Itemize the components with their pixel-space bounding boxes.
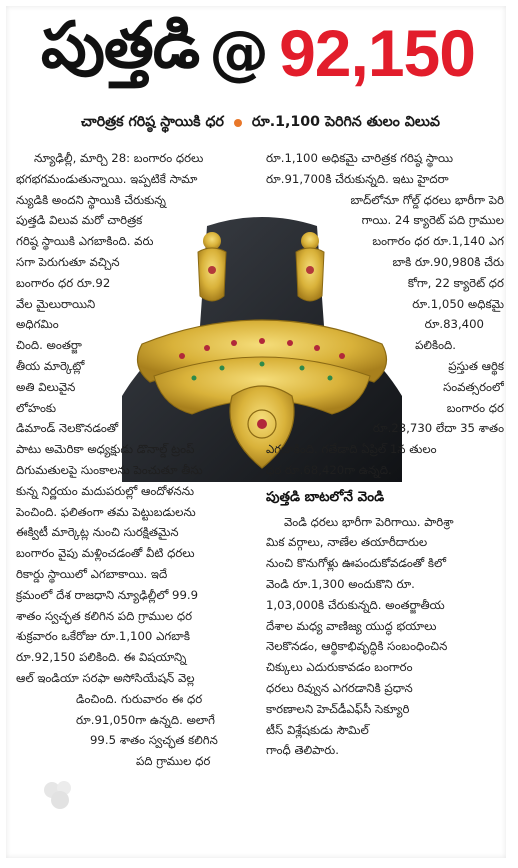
- right-line-1: రూ.1,100 అధికమై చారిత్రక గరిష్ఠ స్థాయి: [266, 151, 454, 165]
- left-line-17: కున్న నిర్ణయం మదుపరుల్లో ఆందోళనను: [16, 483, 194, 498]
- left-line-25: రూ.92,150 పలికింది. ఈ విషయాన్ని: [16, 650, 187, 665]
- left-line-2: భగభగమండుతున్నాయి. ఇప్పటికే సామా: [16, 171, 198, 186]
- silver-line-2: మిక వర్గాలు, నాణేల తయారీదారుల: [266, 535, 428, 550]
- right-line-8: రూ.1,050 అధికమై: [412, 296, 504, 311]
- left-column: [16, 148, 254, 772]
- section-heading-silver: పుత్తడి బాటలోనే వెండి: [266, 488, 385, 505]
- left-line-14: డిమాండ్ నెలకొనడంతో: [16, 421, 119, 436]
- right-line-10: పలికింది.: [415, 338, 456, 353]
- right-line-6: బాకి రూ.90,980కి చేరు: [392, 254, 504, 269]
- right-line-2: రూ.91,700కి చేరుకున్నది. ఇటు హైదరా: [266, 171, 449, 186]
- left-line-19: ఈక్విటీ మార్కెట్ల నుంచి సురక్షితమైన: [16, 525, 179, 540]
- subheadline-left: చారిత్రక గరిష్ఠ స్థాయికి ధర: [81, 113, 224, 130]
- headline-price: 92,150: [279, 16, 475, 90]
- left-line-18: పెంచింది. ఫలితంగా తమ పెట్టుబడులను: [16, 504, 196, 519]
- right-line-4: గాయి. 24 క్యారెట్ పది గ్రాముల: [361, 213, 504, 228]
- bullet-dot-icon: [234, 119, 242, 127]
- right-line-11: ప్రస్తుత ఆర్థిక: [448, 358, 504, 373]
- left-line-20: బంగారం వైపు మళ్లించడంతో వీటి ధరలు: [16, 546, 195, 561]
- right-line-5: బంగారం ధర రూ.1,140 ఎగ: [372, 234, 504, 249]
- left-line-27: డించింది. గురువారం ఈ ధర: [76, 691, 203, 706]
- right-line-14: రూ.23,730 లేదా 35 శాతం: [372, 421, 504, 436]
- left-line-30: పది గ్రాముల ధర: [136, 754, 211, 769]
- silver-line-10: కారణాలని హెచ్‌డీఎఫ్‌సీ సెక్యూరి: [266, 701, 410, 716]
- left-line-28: రూ.91,050గా ఉన్నది. అలాగే: [76, 712, 215, 727]
- left-line-10: చింది. అంతర్జా: [16, 338, 82, 353]
- left-line-16: దిగుమతులపై సుంకాలను పెంచుతూ తీసు: [16, 462, 203, 477]
- headline-word: పుత్తడి: [41, 8, 200, 83]
- left-line-1: న్యూఢిల్లీ, మార్చి 28: బంగారం ధరలు: [34, 151, 204, 165]
- subheadline: [18, 110, 503, 136]
- left-line-11: తీయ మార్కెట్లో: [16, 358, 85, 373]
- right-line-12: సంవత్సరంలో: [443, 379, 504, 394]
- left-line-15: పాటు అమెరికా అధ్యక్షుడు డొనాల్డ్ ట్రంప్: [16, 442, 195, 457]
- silver-line-4: వెండి రూ.1,300 అందుకొని రూ.: [266, 576, 415, 591]
- subheadline-right: రూ.1,100 పెరిగిన తులం విలువ: [251, 113, 440, 130]
- silver-line-5: 1,03,000కి చేరుకున్నది. అంతర్జాతీయ: [266, 597, 445, 612]
- left-line-29: 99.5 శాతం స్వచ్ఛత కలిగిన: [90, 733, 218, 748]
- decorative-blob-icon: [40, 778, 78, 812]
- left-line-6: సగా పెరుగుతూ వచ్చిన: [16, 254, 120, 269]
- left-line-21: రికార్డు స్థాయిలో ఎగబాకాయి. ఇదే: [16, 566, 168, 581]
- left-line-26: ఆల్ ఇండియా సరఫా అసోసియేషన్ వెల్ల: [16, 670, 195, 685]
- left-line-4: పుత్తడి విలువ మరో చారిత్రక: [16, 213, 143, 228]
- right-line-15: ఎగబాకింది. గతేడాది ఏప్రిల్ 1న తులం: [266, 442, 437, 457]
- right-line-16: ధర రూ.68,420గా ఉన్నది.: [266, 462, 392, 477]
- right-line-13: బంగారం ధర: [446, 400, 504, 415]
- silver-line-12: గాంధీ తెలిపారు.: [266, 743, 339, 758]
- left-line-22: క్రమంలో దేశ రాజధాని న్యూఢిల్లీలో 99.9: [16, 587, 199, 602]
- left-line-12: అతి విలువైన: [16, 379, 76, 394]
- left-line-13: లోహంకు: [16, 400, 57, 415]
- left-line-23: శాతం స్వచ్ఛత కలిగిన పది గ్రాముల ధర: [16, 608, 193, 623]
- silver-line-6: దేశాల మధ్య వాణిజ్య యుద్ధ భయాలు: [266, 618, 437, 633]
- silver-line-11: టీస్ విశ్లేషకుడు సౌమిల్: [266, 722, 369, 737]
- right-line-3: బాద్‌లోనూ గోల్డ్ ధరలు భారీగా పెరి: [350, 192, 504, 207]
- headline-at-symbol: @: [209, 18, 270, 88]
- silver-line-3: నుంచి కొనుగోళ్లు ఊపందుకోవడంతో కిలో: [266, 556, 447, 571]
- silver-line-8: చిక్కులు ఎదురుకావడం బంగారం: [266, 660, 413, 675]
- silver-line-7: నెలకొనడం, ఆర్థికాభివృద్ధికి సంబంధించిన: [266, 639, 448, 654]
- headline: [8, 10, 508, 96]
- right-line-9: రూ.83,400: [424, 317, 484, 332]
- left-line-24: శుక్రవారం ఒకేరోజు రూ.1,100 ఎగబాకి: [16, 629, 190, 644]
- right-line-7: కోగా, 22 క్యారెట్ ధర: [407, 275, 504, 290]
- left-line-7: బంగారం ధర రూ.92: [16, 275, 111, 290]
- left-line-5: గరిష్ఠ స్థాయికి ఎగబాకింది. వరు: [16, 234, 154, 249]
- left-line-3: న్యుడికి అందని స్థాయికి చేరుకున్న: [16, 192, 166, 207]
- silver-line-1: వెండి ధరలు భారీగా పెరిగాయి. పారిశ్రా: [284, 514, 454, 529]
- silver-line-9: ధరలు రివ్వున ఎగరడానికి ప్రధాన: [266, 680, 413, 695]
- right-column: [266, 148, 504, 761]
- left-line-9: అధిగమిం: [16, 317, 59, 332]
- left-line-8: వేల మైలురాయిని: [16, 296, 96, 311]
